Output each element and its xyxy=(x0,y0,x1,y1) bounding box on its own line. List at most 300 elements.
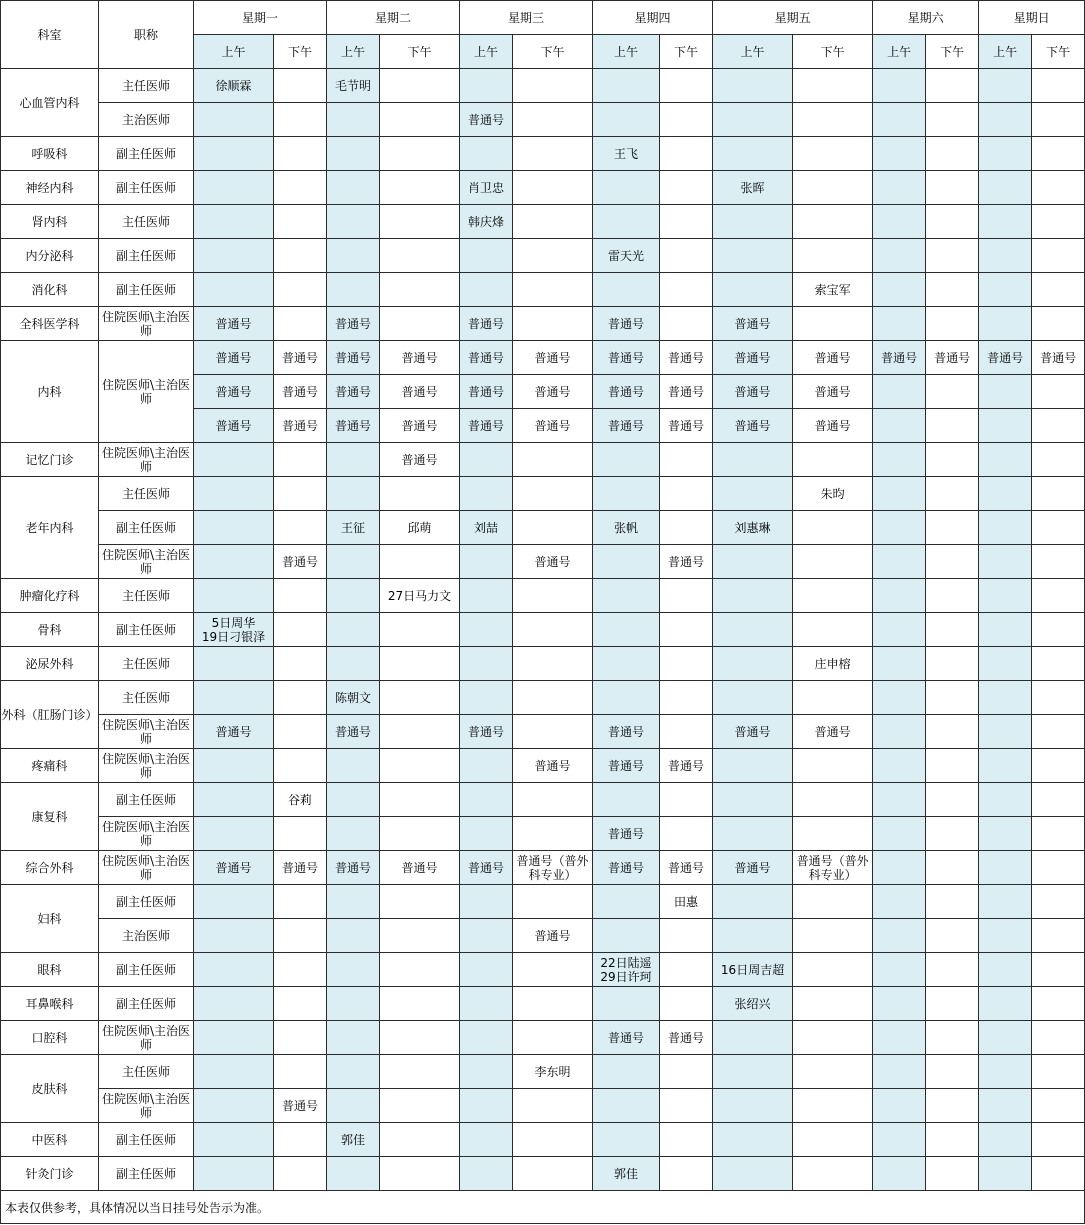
slot-cell xyxy=(327,647,380,681)
slot-cell: 普通号 xyxy=(194,341,274,375)
slot-cell xyxy=(660,443,713,477)
slot-cell xyxy=(380,1157,460,1191)
table-row xyxy=(1,1123,1085,1157)
slot-cell xyxy=(593,613,660,647)
slot-cell: 普通号 xyxy=(593,851,660,885)
slot-cell xyxy=(194,511,274,545)
slot-cell xyxy=(460,1123,513,1157)
slot-cell xyxy=(513,647,593,681)
slot-cell: 普通号 xyxy=(460,103,513,137)
slot-cell: 普通号 xyxy=(380,375,460,409)
dept-cell: 内分泌科 xyxy=(1,239,99,273)
slot-cell: 普通号 xyxy=(513,545,593,579)
table-row xyxy=(1,341,1085,375)
slot-cell: 普通号 xyxy=(593,817,660,851)
slot-cell: 普通号 xyxy=(460,851,513,885)
slot-cell xyxy=(873,545,926,579)
slot-cell: 郭佳 xyxy=(593,1157,660,1191)
title-cell: 副主任医师 xyxy=(99,511,194,545)
table-row xyxy=(1,1021,1085,1055)
slot-cell xyxy=(460,69,513,103)
slot-cell xyxy=(713,443,793,477)
dept-cell: 妇科 xyxy=(1,885,99,953)
slot-cell xyxy=(1032,171,1085,205)
slot-cell xyxy=(274,987,327,1021)
slot-cell xyxy=(460,647,513,681)
slot-cell xyxy=(380,273,460,307)
slot-cell xyxy=(926,205,979,239)
title-cell: 主任医师 xyxy=(99,1055,194,1089)
slot-cell xyxy=(380,137,460,171)
slot-cell xyxy=(979,511,1032,545)
slot-cell: 普通号 xyxy=(926,341,979,375)
slot-cell: 普通号 xyxy=(593,749,660,783)
slot-cell: 普通号 xyxy=(380,851,460,885)
title-cell: 副主任医师 xyxy=(99,239,194,273)
slot-cell xyxy=(1032,1021,1085,1055)
slot-cell xyxy=(873,817,926,851)
slot-cell: 普通号 xyxy=(274,409,327,443)
slot-cell: 普通号 xyxy=(327,307,380,341)
slot-cell xyxy=(194,545,274,579)
slot-cell xyxy=(926,885,979,919)
title-cell: 住院医师\主治医师 xyxy=(99,851,194,885)
slot-cell xyxy=(460,1089,513,1123)
dept-cell: 耳鼻喉科 xyxy=(1,987,99,1021)
slot-cell xyxy=(793,171,873,205)
title-cell: 副主任医师 xyxy=(99,987,194,1021)
table-row xyxy=(1,69,1085,103)
slot-cell xyxy=(979,69,1032,103)
slot-cell xyxy=(793,953,873,987)
slot-cell xyxy=(194,1157,274,1191)
slot-cell: 邱萌 xyxy=(380,511,460,545)
slot-cell xyxy=(979,1021,1032,1055)
slot-cell xyxy=(513,715,593,749)
slot-cell: 普通号 xyxy=(327,341,380,375)
slot-cell xyxy=(1032,851,1085,885)
slot-cell xyxy=(194,137,274,171)
slot-cell xyxy=(793,749,873,783)
dept-cell: 心血管内科 xyxy=(1,69,99,137)
slot-cell xyxy=(660,1157,713,1191)
slot-cell xyxy=(713,239,793,273)
slot-cell xyxy=(327,443,380,477)
slot-cell xyxy=(713,647,793,681)
slot-cell xyxy=(926,919,979,953)
slot-cell: 李东明 xyxy=(513,1055,593,1089)
slot-cell xyxy=(660,647,713,681)
slot-cell xyxy=(926,783,979,817)
slot-cell xyxy=(274,239,327,273)
slot-cell xyxy=(926,1021,979,1055)
slot-cell xyxy=(979,749,1032,783)
slot-cell xyxy=(873,409,926,443)
slot-cell: 普通号 xyxy=(1032,341,1085,375)
slot-cell xyxy=(660,69,713,103)
slot-cell xyxy=(873,477,926,511)
table-row xyxy=(1,647,1085,681)
slot-cell xyxy=(926,579,979,613)
slot-cell xyxy=(194,239,274,273)
table-row xyxy=(1,715,1085,749)
slot-cell xyxy=(513,137,593,171)
slot-cell xyxy=(194,273,274,307)
header-pm: 下午 xyxy=(380,35,460,69)
slot-cell xyxy=(327,545,380,579)
slot-cell xyxy=(274,953,327,987)
slot-cell: 普通号 xyxy=(593,409,660,443)
slot-cell xyxy=(513,307,593,341)
slot-cell xyxy=(979,307,1032,341)
slot-cell xyxy=(793,205,873,239)
title-cell: 住院医师\主治医师 xyxy=(99,1089,194,1123)
slot-cell xyxy=(926,749,979,783)
slot-cell xyxy=(873,885,926,919)
slot-cell xyxy=(660,919,713,953)
slot-cell xyxy=(979,137,1032,171)
slot-cell: 普通号 xyxy=(593,1021,660,1055)
slot-cell xyxy=(593,579,660,613)
slot-cell xyxy=(873,307,926,341)
slot-cell xyxy=(660,511,713,545)
slot-cell xyxy=(660,239,713,273)
slot-cell xyxy=(979,681,1032,715)
slot-cell: 陈朝文 xyxy=(327,681,380,715)
slot-cell xyxy=(194,1089,274,1123)
slot-cell xyxy=(380,1055,460,1089)
slot-cell: 普通号 xyxy=(194,851,274,885)
slot-cell: 普通号 xyxy=(593,307,660,341)
slot-cell xyxy=(593,885,660,919)
slot-cell xyxy=(793,817,873,851)
slot-cell xyxy=(926,1157,979,1191)
title-cell: 副主任医师 xyxy=(99,613,194,647)
slot-cell: 普通号 xyxy=(513,919,593,953)
slot-cell xyxy=(194,205,274,239)
slot-cell xyxy=(274,1055,327,1089)
slot-cell xyxy=(274,817,327,851)
slot-cell xyxy=(460,273,513,307)
slot-cell xyxy=(327,579,380,613)
header-am: 上午 xyxy=(327,35,380,69)
slot-cell xyxy=(793,511,873,545)
slot-cell xyxy=(513,273,593,307)
title-cell: 主治医师 xyxy=(99,919,194,953)
table-row xyxy=(1,545,1085,579)
slot-cell xyxy=(660,681,713,715)
title-cell: 副主任医师 xyxy=(99,953,194,987)
slot-cell xyxy=(274,1021,327,1055)
header-title: 职称 xyxy=(99,1,194,69)
slot-cell: 普通号 xyxy=(979,341,1032,375)
title-cell: 副主任医师 xyxy=(99,885,194,919)
slot-cell xyxy=(593,69,660,103)
slot-cell xyxy=(460,953,513,987)
slot-cell xyxy=(194,443,274,477)
slot-cell: 普通号 xyxy=(327,851,380,885)
slot-cell xyxy=(873,783,926,817)
slot-cell xyxy=(873,511,926,545)
slot-cell xyxy=(926,375,979,409)
header-day-thu: 星期四 xyxy=(593,1,713,35)
dept-cell: 肿瘤化疗科 xyxy=(1,579,99,613)
slot-cell xyxy=(593,205,660,239)
slot-cell xyxy=(873,681,926,715)
slot-cell: 普通号 xyxy=(593,375,660,409)
slot-cell xyxy=(979,987,1032,1021)
slot-cell xyxy=(660,987,713,1021)
table-row xyxy=(1,1089,1085,1123)
slot-cell xyxy=(926,477,979,511)
slot-cell xyxy=(1032,69,1085,103)
header-pm: 下午 xyxy=(793,35,873,69)
title-cell: 主任医师 xyxy=(99,477,194,511)
slot-cell xyxy=(660,1089,713,1123)
slot-cell xyxy=(873,987,926,1021)
slot-cell xyxy=(1032,817,1085,851)
slot-cell xyxy=(713,783,793,817)
slot-cell xyxy=(793,1089,873,1123)
dept-cell: 针灸门诊 xyxy=(1,1157,99,1191)
slot-cell xyxy=(979,205,1032,239)
table-row xyxy=(1,239,1085,273)
slot-cell xyxy=(513,103,593,137)
slot-cell: 普通号 xyxy=(513,749,593,783)
slot-cell xyxy=(274,647,327,681)
slot-cell xyxy=(194,783,274,817)
dept-cell: 老年内科 xyxy=(1,477,99,579)
slot-cell xyxy=(380,681,460,715)
slot-cell xyxy=(793,613,873,647)
slot-cell xyxy=(926,1055,979,1089)
title-cell: 主任医师 xyxy=(99,205,194,239)
dept-cell: 全科医学科 xyxy=(1,307,99,341)
slot-cell: 普通号 xyxy=(513,409,593,443)
slot-cell xyxy=(380,715,460,749)
header-row-days xyxy=(1,1,1085,35)
dept-cell: 内科 xyxy=(1,341,99,443)
table-row xyxy=(1,613,1085,647)
slot-cell xyxy=(926,715,979,749)
slot-cell xyxy=(926,69,979,103)
slot-cell xyxy=(660,783,713,817)
slot-cell xyxy=(593,783,660,817)
slot-cell xyxy=(1032,443,1085,477)
slot-cell: 庄申榕 xyxy=(793,647,873,681)
dept-cell: 消化科 xyxy=(1,273,99,307)
slot-cell xyxy=(979,953,1032,987)
slot-cell xyxy=(380,613,460,647)
title-cell: 住院医师\主治医师 xyxy=(99,545,194,579)
slot-cell xyxy=(513,953,593,987)
table-row xyxy=(1,273,1085,307)
slot-cell: 韩庆烽 xyxy=(460,205,513,239)
slot-cell xyxy=(593,443,660,477)
slot-cell xyxy=(513,681,593,715)
slot-cell xyxy=(713,1123,793,1157)
slot-cell xyxy=(713,273,793,307)
slot-cell xyxy=(327,137,380,171)
slot-cell xyxy=(513,171,593,205)
table-row xyxy=(1,953,1085,987)
slot-cell xyxy=(926,613,979,647)
slot-cell xyxy=(194,579,274,613)
slot-cell xyxy=(327,817,380,851)
slot-cell: 普通号 xyxy=(660,341,713,375)
dept-cell: 康复科 xyxy=(1,783,99,851)
title-cell: 主治医师 xyxy=(99,103,194,137)
title-cell: 住院医师\主治医师 xyxy=(99,307,194,341)
slot-cell xyxy=(926,1123,979,1157)
slot-cell xyxy=(660,953,713,987)
title-cell: 住院医师\主治医师 xyxy=(99,1021,194,1055)
slot-cell xyxy=(1032,1157,1085,1191)
dept-cell: 疼痛科 xyxy=(1,749,99,783)
slot-cell xyxy=(274,477,327,511)
table-row xyxy=(1,103,1085,137)
slot-cell xyxy=(979,647,1032,681)
slot-cell xyxy=(979,783,1032,817)
dept-cell: 外科（肛肠门诊） xyxy=(1,681,99,749)
slot-cell xyxy=(926,103,979,137)
slot-cell xyxy=(274,137,327,171)
slot-cell xyxy=(873,851,926,885)
slot-cell xyxy=(979,409,1032,443)
slot-cell xyxy=(873,613,926,647)
slot-cell xyxy=(793,103,873,137)
slot-cell: 普通号 xyxy=(274,545,327,579)
slot-cell xyxy=(513,817,593,851)
slot-cell xyxy=(460,1157,513,1191)
header-am: 上午 xyxy=(713,35,793,69)
slot-cell xyxy=(274,885,327,919)
slot-cell: 普通号 xyxy=(713,341,793,375)
slot-cell xyxy=(979,273,1032,307)
slot-cell xyxy=(460,137,513,171)
slot-cell xyxy=(1032,885,1085,919)
slot-cell xyxy=(793,1055,873,1089)
slot-cell xyxy=(513,69,593,103)
slot-cell xyxy=(660,579,713,613)
slot-cell xyxy=(1032,1123,1085,1157)
slot-cell xyxy=(660,715,713,749)
slot-cell xyxy=(274,511,327,545)
slot-cell xyxy=(713,613,793,647)
slot-cell: 普通号 xyxy=(873,341,926,375)
slot-cell xyxy=(327,1055,380,1089)
slot-cell xyxy=(380,103,460,137)
header-am: 上午 xyxy=(194,35,274,69)
slot-cell xyxy=(1032,1055,1085,1089)
slot-cell xyxy=(327,783,380,817)
slot-cell xyxy=(327,273,380,307)
slot-cell: 普通号 xyxy=(793,375,873,409)
slot-cell xyxy=(327,953,380,987)
slot-cell xyxy=(926,273,979,307)
title-cell: 副主任医师 xyxy=(99,1123,194,1157)
slot-cell xyxy=(979,171,1032,205)
slot-cell xyxy=(513,443,593,477)
slot-cell xyxy=(793,783,873,817)
slot-cell: 刘惠琳 xyxy=(713,511,793,545)
slot-cell xyxy=(460,885,513,919)
slot-cell xyxy=(926,443,979,477)
slot-cell xyxy=(513,511,593,545)
slot-cell xyxy=(380,205,460,239)
slot-cell xyxy=(274,919,327,953)
slot-cell xyxy=(979,103,1032,137)
slot-cell xyxy=(979,613,1032,647)
slot-cell xyxy=(660,613,713,647)
slot-cell xyxy=(1032,511,1085,545)
slot-cell xyxy=(713,477,793,511)
slot-cell: 普通号 xyxy=(713,409,793,443)
slot-cell xyxy=(593,171,660,205)
slot-cell xyxy=(926,239,979,273)
table-row xyxy=(1,851,1085,885)
slot-cell xyxy=(380,987,460,1021)
slot-cell xyxy=(979,817,1032,851)
table-row xyxy=(1,137,1085,171)
title-cell: 主任医师 xyxy=(99,69,194,103)
slot-cell xyxy=(194,647,274,681)
table-row xyxy=(1,171,1085,205)
header-day-wed: 星期三 xyxy=(460,1,593,35)
slot-cell xyxy=(460,613,513,647)
slot-cell xyxy=(327,885,380,919)
slot-cell xyxy=(460,919,513,953)
slot-cell xyxy=(926,681,979,715)
slot-cell xyxy=(327,205,380,239)
slot-cell: 普通号 xyxy=(713,851,793,885)
slot-cell: 普通号 xyxy=(793,409,873,443)
slot-cell xyxy=(979,443,1032,477)
title-cell: 副主任医师 xyxy=(99,137,194,171)
slot-cell: 王飞 xyxy=(593,137,660,171)
slot-cell: 普通号 xyxy=(194,715,274,749)
slot-cell xyxy=(460,987,513,1021)
header-pm: 下午 xyxy=(513,35,593,69)
table-row xyxy=(1,817,1085,851)
slot-cell: 普通号 xyxy=(274,1089,327,1123)
slot-cell: 普通号 xyxy=(660,409,713,443)
slot-cell xyxy=(593,477,660,511)
slot-cell xyxy=(873,205,926,239)
footer-note xyxy=(0,1191,1085,1224)
slot-cell xyxy=(979,477,1032,511)
slot-cell xyxy=(194,171,274,205)
slot-cell xyxy=(1032,409,1085,443)
slot-cell: 22日陆遥 29日许珂 xyxy=(593,953,660,987)
slot-cell xyxy=(660,103,713,137)
title-cell: 住院医师\主治医师 xyxy=(99,341,194,443)
slot-cell xyxy=(926,171,979,205)
title-cell: 住院医师\主治医师 xyxy=(99,749,194,783)
slot-cell xyxy=(793,545,873,579)
table-row xyxy=(1,205,1085,239)
slot-cell: 普通号 xyxy=(194,409,274,443)
header-am: 上午 xyxy=(979,35,1032,69)
header-pm: 下午 xyxy=(1032,35,1085,69)
slot-cell: 普通号 xyxy=(274,851,327,885)
dept-cell: 口腔科 xyxy=(1,1021,99,1055)
slot-cell xyxy=(793,1157,873,1191)
slot-cell xyxy=(1032,137,1085,171)
dept-cell: 呼吸科 xyxy=(1,137,99,171)
slot-cell xyxy=(660,307,713,341)
dept-cell: 眼科 xyxy=(1,953,99,987)
